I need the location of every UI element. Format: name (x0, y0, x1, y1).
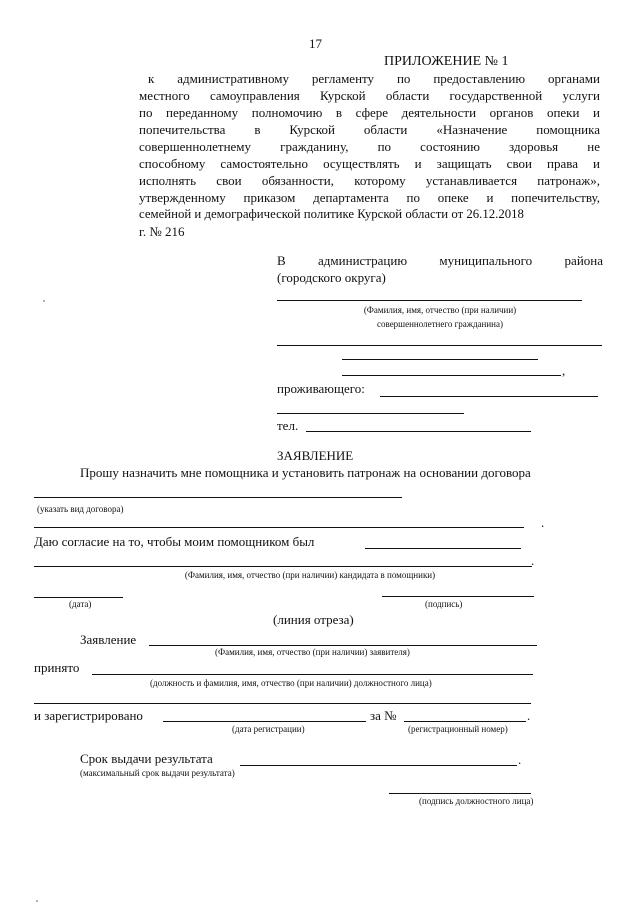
registered-label: и зарегистрировано (34, 708, 143, 723)
regulation-line: попечительства в Курской области «Назначение помощника (139, 122, 600, 137)
reg-date-field[interactable] (163, 721, 366, 722)
residing-label: проживающего: (277, 381, 365, 396)
phone-field[interactable] (306, 431, 531, 432)
page-number: 17 (309, 36, 322, 51)
regulation-line: к административному регламенту по предоставлению органами (148, 71, 600, 86)
signature-hint: (подпись) (425, 599, 463, 609)
regulation-line: г. № 216 (139, 224, 185, 239)
candidate-hint: (Фамилия, имя, отчество (при наличии) кандидата в помощники) (184, 570, 436, 580)
regulation-line: исполнять свои обязанности, которому устанавливается патронаж», (139, 173, 600, 188)
signature-field[interactable] (382, 596, 534, 597)
fio-field-3[interactable] (342, 359, 538, 360)
contract-type-field[interactable] (34, 497, 402, 498)
official-hint: (должность и фамилия, имя, отчество (при наличии) должностного лица) (150, 678, 432, 688)
fio-field-4[interactable] (342, 375, 561, 376)
address-field[interactable] (380, 396, 598, 397)
reg-number-hint: (регистрационный номер) (408, 724, 508, 734)
regulation-line: совершеннолетнему гражданину, по состоянию здоровья не (139, 139, 600, 154)
addressee-line: (городского округа) (277, 270, 386, 285)
period: . (527, 708, 531, 723)
period: . (518, 752, 522, 767)
fio-hint: (Фамилия, имя, отчество (при наличии) (363, 305, 517, 315)
consent-text: Даю согласие на то, чтобы моим помощником был (34, 534, 315, 549)
contract-type-hint: (указать вид договора) (37, 504, 124, 514)
regulation-line: способному самостоятельно осуществлять и защищать свои права и (139, 156, 600, 171)
comma: , (562, 363, 566, 378)
statement-label: Заявление (80, 632, 137, 647)
statement-title: ЗАЯВЛЕНИЕ (277, 448, 354, 463)
regulation-line: утвержденному приказом департамента по опеке и попечительству, (139, 190, 600, 205)
reg-number-field[interactable] (404, 721, 526, 722)
deadline-field[interactable] (240, 765, 517, 766)
official-field-2[interactable] (34, 703, 531, 704)
accepted-label: принято (34, 660, 80, 675)
address-field-2[interactable] (277, 413, 464, 414)
deadline-label: Срок выдачи результата (80, 751, 213, 766)
contract-type-field-2[interactable] (34, 527, 524, 528)
official-field[interactable] (92, 674, 533, 675)
applicant-hint: (Фамилия, имя, отчество (при наличии) заявителя) (215, 647, 410, 657)
scan-speck (43, 300, 45, 302)
addressee-line: В администрацию муниципального района (277, 253, 603, 268)
candidate-field[interactable] (365, 548, 521, 549)
candidate-field-2[interactable] (34, 566, 532, 567)
deadline-hint: (максимальный срок выдачи результата) (80, 768, 235, 778)
official-signature-hint: (подпись должностного лица) (419, 796, 534, 806)
scan-speck (36, 900, 38, 902)
fio-field[interactable] (277, 300, 582, 301)
period: . (541, 515, 545, 530)
appendix-title: ПРИЛОЖЕНИЕ № 1 (384, 54, 509, 69)
reg-date-hint: (дата регистрации) (232, 724, 305, 734)
number-label: за № (370, 708, 397, 723)
date-field[interactable] (34, 597, 123, 598)
official-signature-field[interactable] (389, 793, 531, 794)
regulation-line: по переданному полномочию в сфере деятельности органов опеки и (139, 105, 600, 120)
applicant-field[interactable] (149, 645, 537, 646)
cut-line-label: (линия отреза) (273, 612, 354, 627)
period: . (531, 553, 535, 568)
fio-hint: совершеннолетнего гражданина) (377, 319, 503, 329)
date-hint: (дата) (69, 599, 92, 609)
fio-field-2[interactable] (277, 345, 602, 346)
regulation-line: местного самоуправления Курской области государственной услуги (139, 88, 600, 103)
phone-label: тел. (277, 418, 299, 433)
regulation-line: семейной и демографической политике Курской области от 26.12.2018 (139, 207, 524, 221)
request-text: Прошу назначить мне помощника и установить патронаж на основании договора (80, 465, 531, 480)
